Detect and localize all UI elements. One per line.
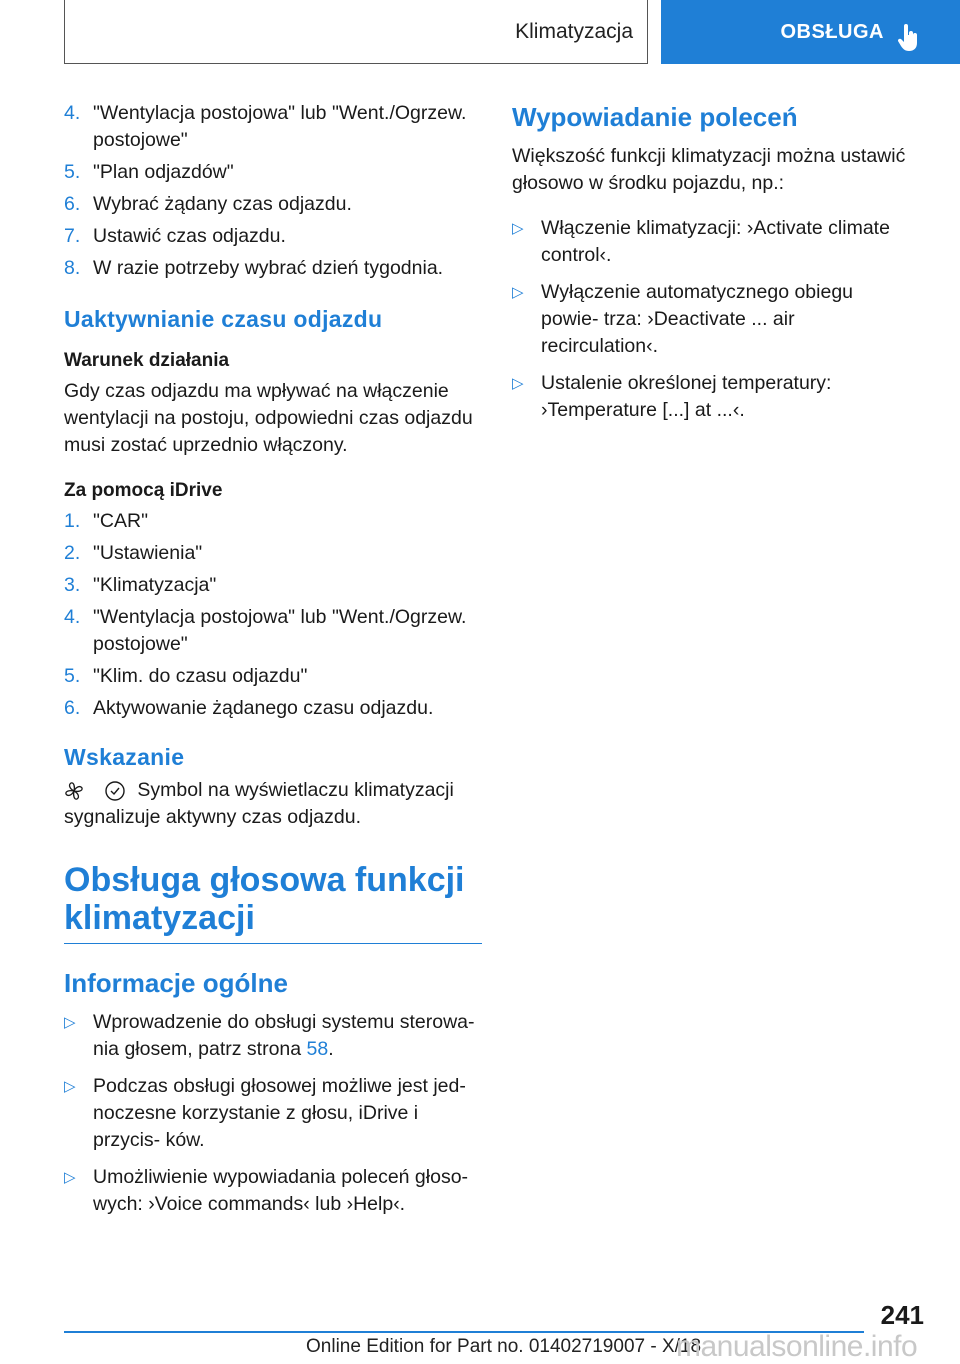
paragraph-hint (64, 777, 482, 831)
list-item: 4. "Wentylacja postojowa" lub "Went./Ogrzew. postojowe" (64, 102, 467, 151)
clock-check-icon (104, 780, 126, 802)
heading-activate: Uaktywnianie czasu odjazdu (64, 306, 383, 332)
heading-idrive: Za pomocą iDrive (64, 480, 223, 501)
list-item: 8. W razie potrzeby wybrać dzień tygodnia. (64, 257, 444, 279)
list-item: ▷ Wyłączenie automatycznego obiegu powie- trza: ›Deactivate ... air recirculation‹. (512, 281, 854, 357)
page-number: 241 (880, 1300, 924, 1330)
heading-hint: Wskazanie (64, 744, 185, 770)
heading-general: Informacje ogólne (64, 968, 288, 998)
list-item: 5. "Plan odjazdów" (64, 161, 234, 183)
list-item: ▷ Podczas obsługi głosowej możliwe jest jed- noczesne korzystanie z głosu, iDrive i przycis- ków. (64, 1075, 466, 1151)
list-item: 6. Wybrać żądany czas odjazdu. (64, 193, 352, 215)
list-item: 1. "CAR" (64, 510, 149, 532)
footer-edition: Online Edition for Part no. 01402719007 - X/18 (306, 1336, 702, 1357)
left-column (64, 100, 482, 1228)
section-title: Klimatyzacja (515, 19, 633, 43)
list-item: 3. "Klimatyzacja" (64, 574, 217, 596)
list-item: ▷ Ustalenie określonej temperatury: ›Temperature [...] at ...‹. (512, 372, 832, 421)
heading-commands: Wypowiadanie poleceń (512, 102, 798, 132)
list-item: 2. "Ustawienia" (64, 542, 203, 564)
list-item: ▷ Wprowadzenie do obsługi systemu sterowa- nia głosem, patrz strona 58. (64, 1011, 475, 1060)
list-item: 4. "Wentylacja postojowa" lub "Went./Ogrzew. postojowe" (64, 606, 467, 655)
page-link[interactable]: 58 (306, 1038, 329, 1060)
list-item: 5. "Klim. do czasu odjazdu" (64, 665, 308, 687)
tab-obsluga[interactable] (661, 0, 960, 64)
symbol-group (64, 780, 126, 802)
hand-pointer-icon (898, 24, 920, 52)
steps-list-b (64, 508, 482, 722)
right-column (512, 100, 912, 434)
list-item: ▷ Umożliwienie wypowiadania poleceń głoso- wych: ›Voice commands‹ lub ›Help‹. (64, 1166, 469, 1215)
heading-voice-control: Obsługa głosowa funkcji klimatyzacji (64, 861, 482, 944)
section-header (64, 0, 648, 64)
list-item: ▷ Włączenie klimatyzacji: ›Activate climate control‹. (512, 217, 890, 266)
steps-list-a (64, 100, 482, 282)
list-item: 7. Ustawić czas odjazdu. (64, 225, 286, 247)
hint-text-1: Symbol na wyświetlaczu klimatyzacji (137, 779, 454, 801)
list-item: 6. Aktywowanie żądanego czasu odjazdu. (64, 697, 434, 719)
tab-label: OBSŁUGA (780, 20, 884, 43)
fan-icon (64, 781, 84, 801)
hint-text-2: sygnalizuje aktywny czas odjazdu. (64, 806, 361, 828)
watermark: manualsonline.info (676, 1330, 918, 1363)
paragraph-commands: Większość funkcji klimatyzacji można ustawić głosowo w środku pojazdu, np.: (512, 145, 906, 194)
heading-condition: Warunek działania (64, 350, 230, 371)
paragraph-condition: Gdy czas odjazdu ma wpływać na włączenie wentylacji na postoju, odpowiedni czas odjazdu musi zostać uprzednio włączony. (64, 380, 473, 456)
